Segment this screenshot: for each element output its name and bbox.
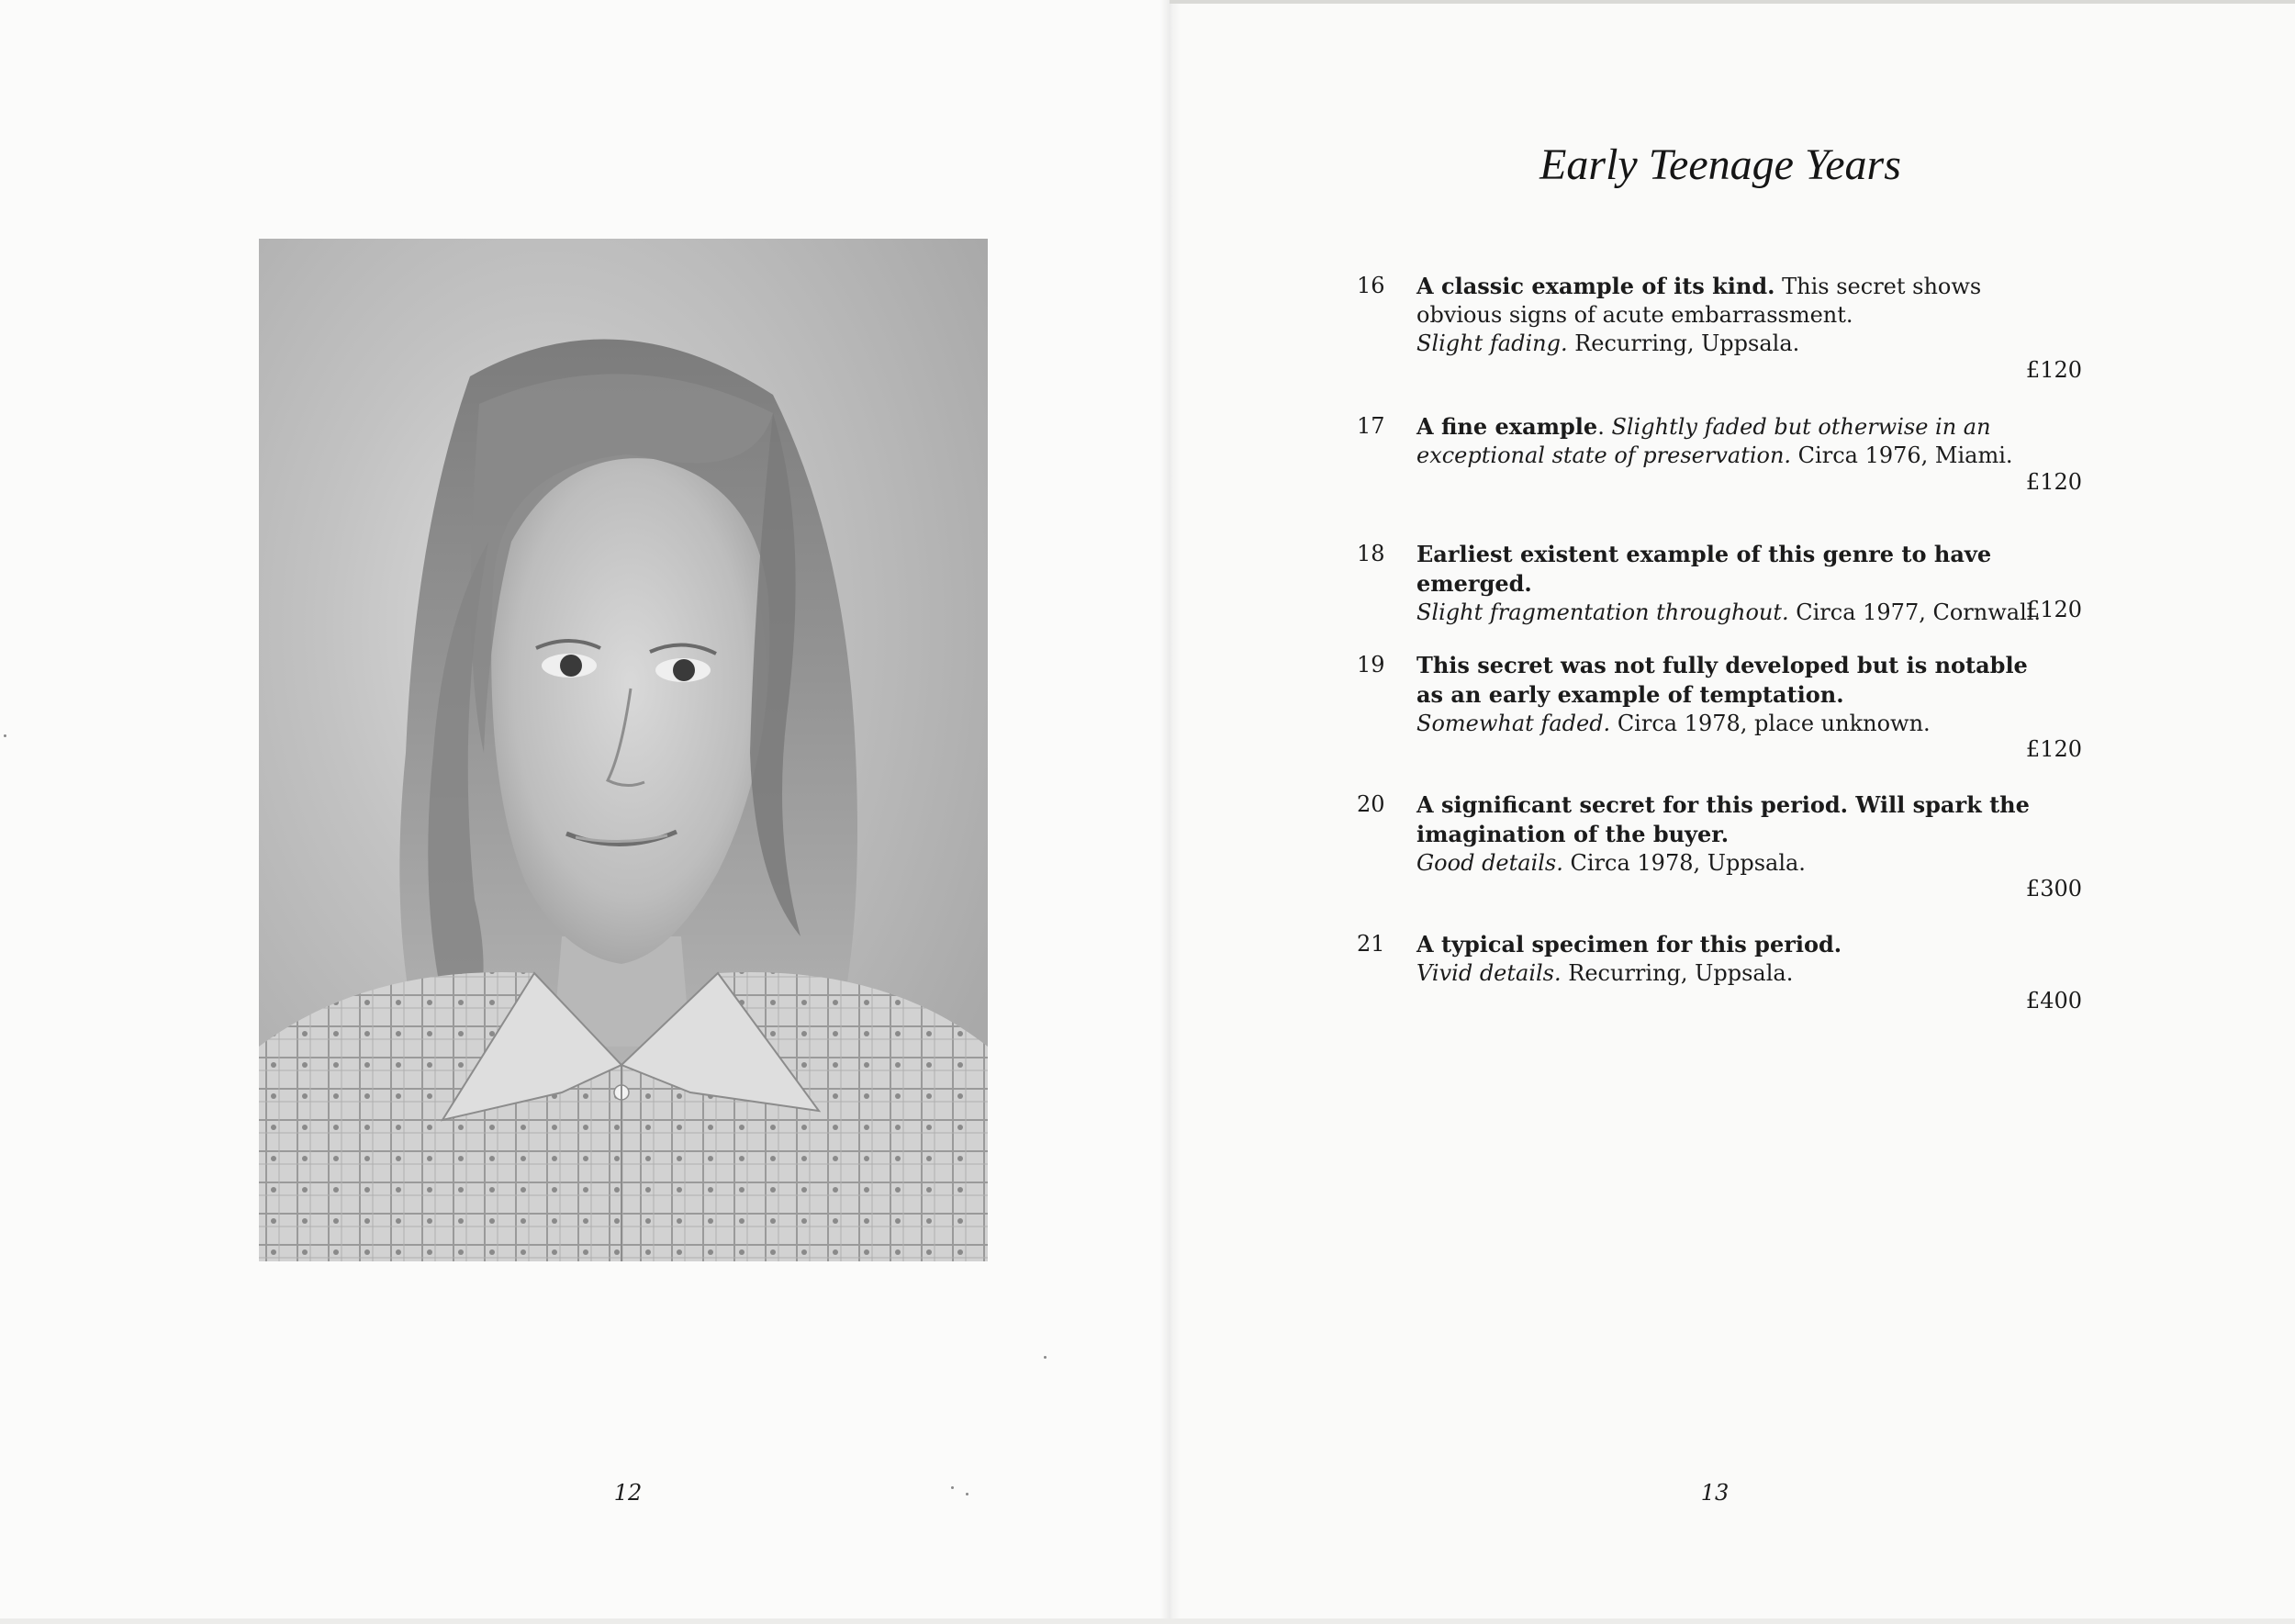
paper-speck: [951, 1486, 954, 1489]
lot-text: .: [1597, 414, 1612, 440]
lot-headline: A classic example of its kind.: [1416, 273, 1775, 299]
book-gutter: [1160, 0, 1181, 1624]
lot-number: 20: [1357, 791, 1385, 817]
page-number-left: 12: [613, 1480, 643, 1506]
lot-condition: Vivid details.: [1416, 960, 1562, 986]
paper-speck: [966, 1493, 968, 1495]
lot-price: £400: [2025, 988, 2082, 1014]
lot-description: [1416, 412, 2059, 470]
page-number-right: 13: [1700, 1480, 1730, 1506]
lot-number: 18: [1357, 541, 1385, 566]
lot-headline: A fine example: [1416, 413, 1598, 440]
portrait-illustration: [259, 239, 988, 1261]
lot-condition: Slight fragmentation throughout.: [1416, 599, 1789, 625]
lot-text: This secret shows obvious signs of acute embarrassment.: [1416, 274, 1982, 328]
lot-description: [1416, 272, 2059, 358]
paper-speck: [4, 734, 6, 737]
lot-number: 21: [1357, 931, 1385, 957]
section-title: Early Teenage Years: [1539, 140, 1901, 189]
lot-price: £120: [2025, 357, 2082, 383]
lot-provenance: Recurring, Uppsala.: [1561, 960, 1794, 986]
lot-condition: Slight fading.: [1416, 330, 1568, 356]
lot-provenance: Circa 1977, Cornwall.: [1788, 599, 2042, 625]
lot-provenance: Circa 1978, place unknown.: [1610, 711, 1931, 736]
lot-number: 16: [1357, 273, 1385, 298]
lot-description: [1416, 790, 2059, 878]
lot-condition: Good details.: [1416, 850, 1563, 876]
lot-description: [1416, 651, 2059, 738]
lot-headline: A typical specimen for this period.: [1416, 931, 1842, 958]
lot-price: £300: [2025, 876, 2082, 902]
lot-number: 19: [1357, 652, 1385, 678]
lot-headline: A significant secret for this period. Will spark the imagination of the buyer.: [1416, 791, 2030, 847]
lot-provenance: Circa 1978, Uppsala.: [1562, 850, 1806, 876]
lot-price: £120: [2025, 597, 2082, 622]
lot-number: 17: [1357, 413, 1385, 439]
lot-price: £120: [2025, 736, 2082, 762]
lot-description: [1416, 930, 2059, 988]
lot-headline: Earliest existent example of this genre to have emerged.: [1416, 541, 1992, 597]
paper-speck: [1044, 1356, 1047, 1359]
page-bottom-edge: [0, 1618, 2295, 1624]
lot-provenance: Circa 1976, Miami.: [1791, 442, 2013, 468]
lot-provenance: Recurring, Uppsala.: [1567, 330, 1800, 356]
lot-condition: Somewhat faded.: [1416, 711, 1611, 736]
lot-price: £120: [2025, 469, 2082, 495]
lot-condition: Slightly faded but otherwise in an exceptional state of preservation.: [1416, 414, 1991, 468]
lot-headline: This secret was not fully developed but is notable as an early example of temptation.: [1416, 652, 2028, 708]
portrait-photo: [259, 239, 988, 1261]
page-top-edge: [1170, 0, 2295, 4]
